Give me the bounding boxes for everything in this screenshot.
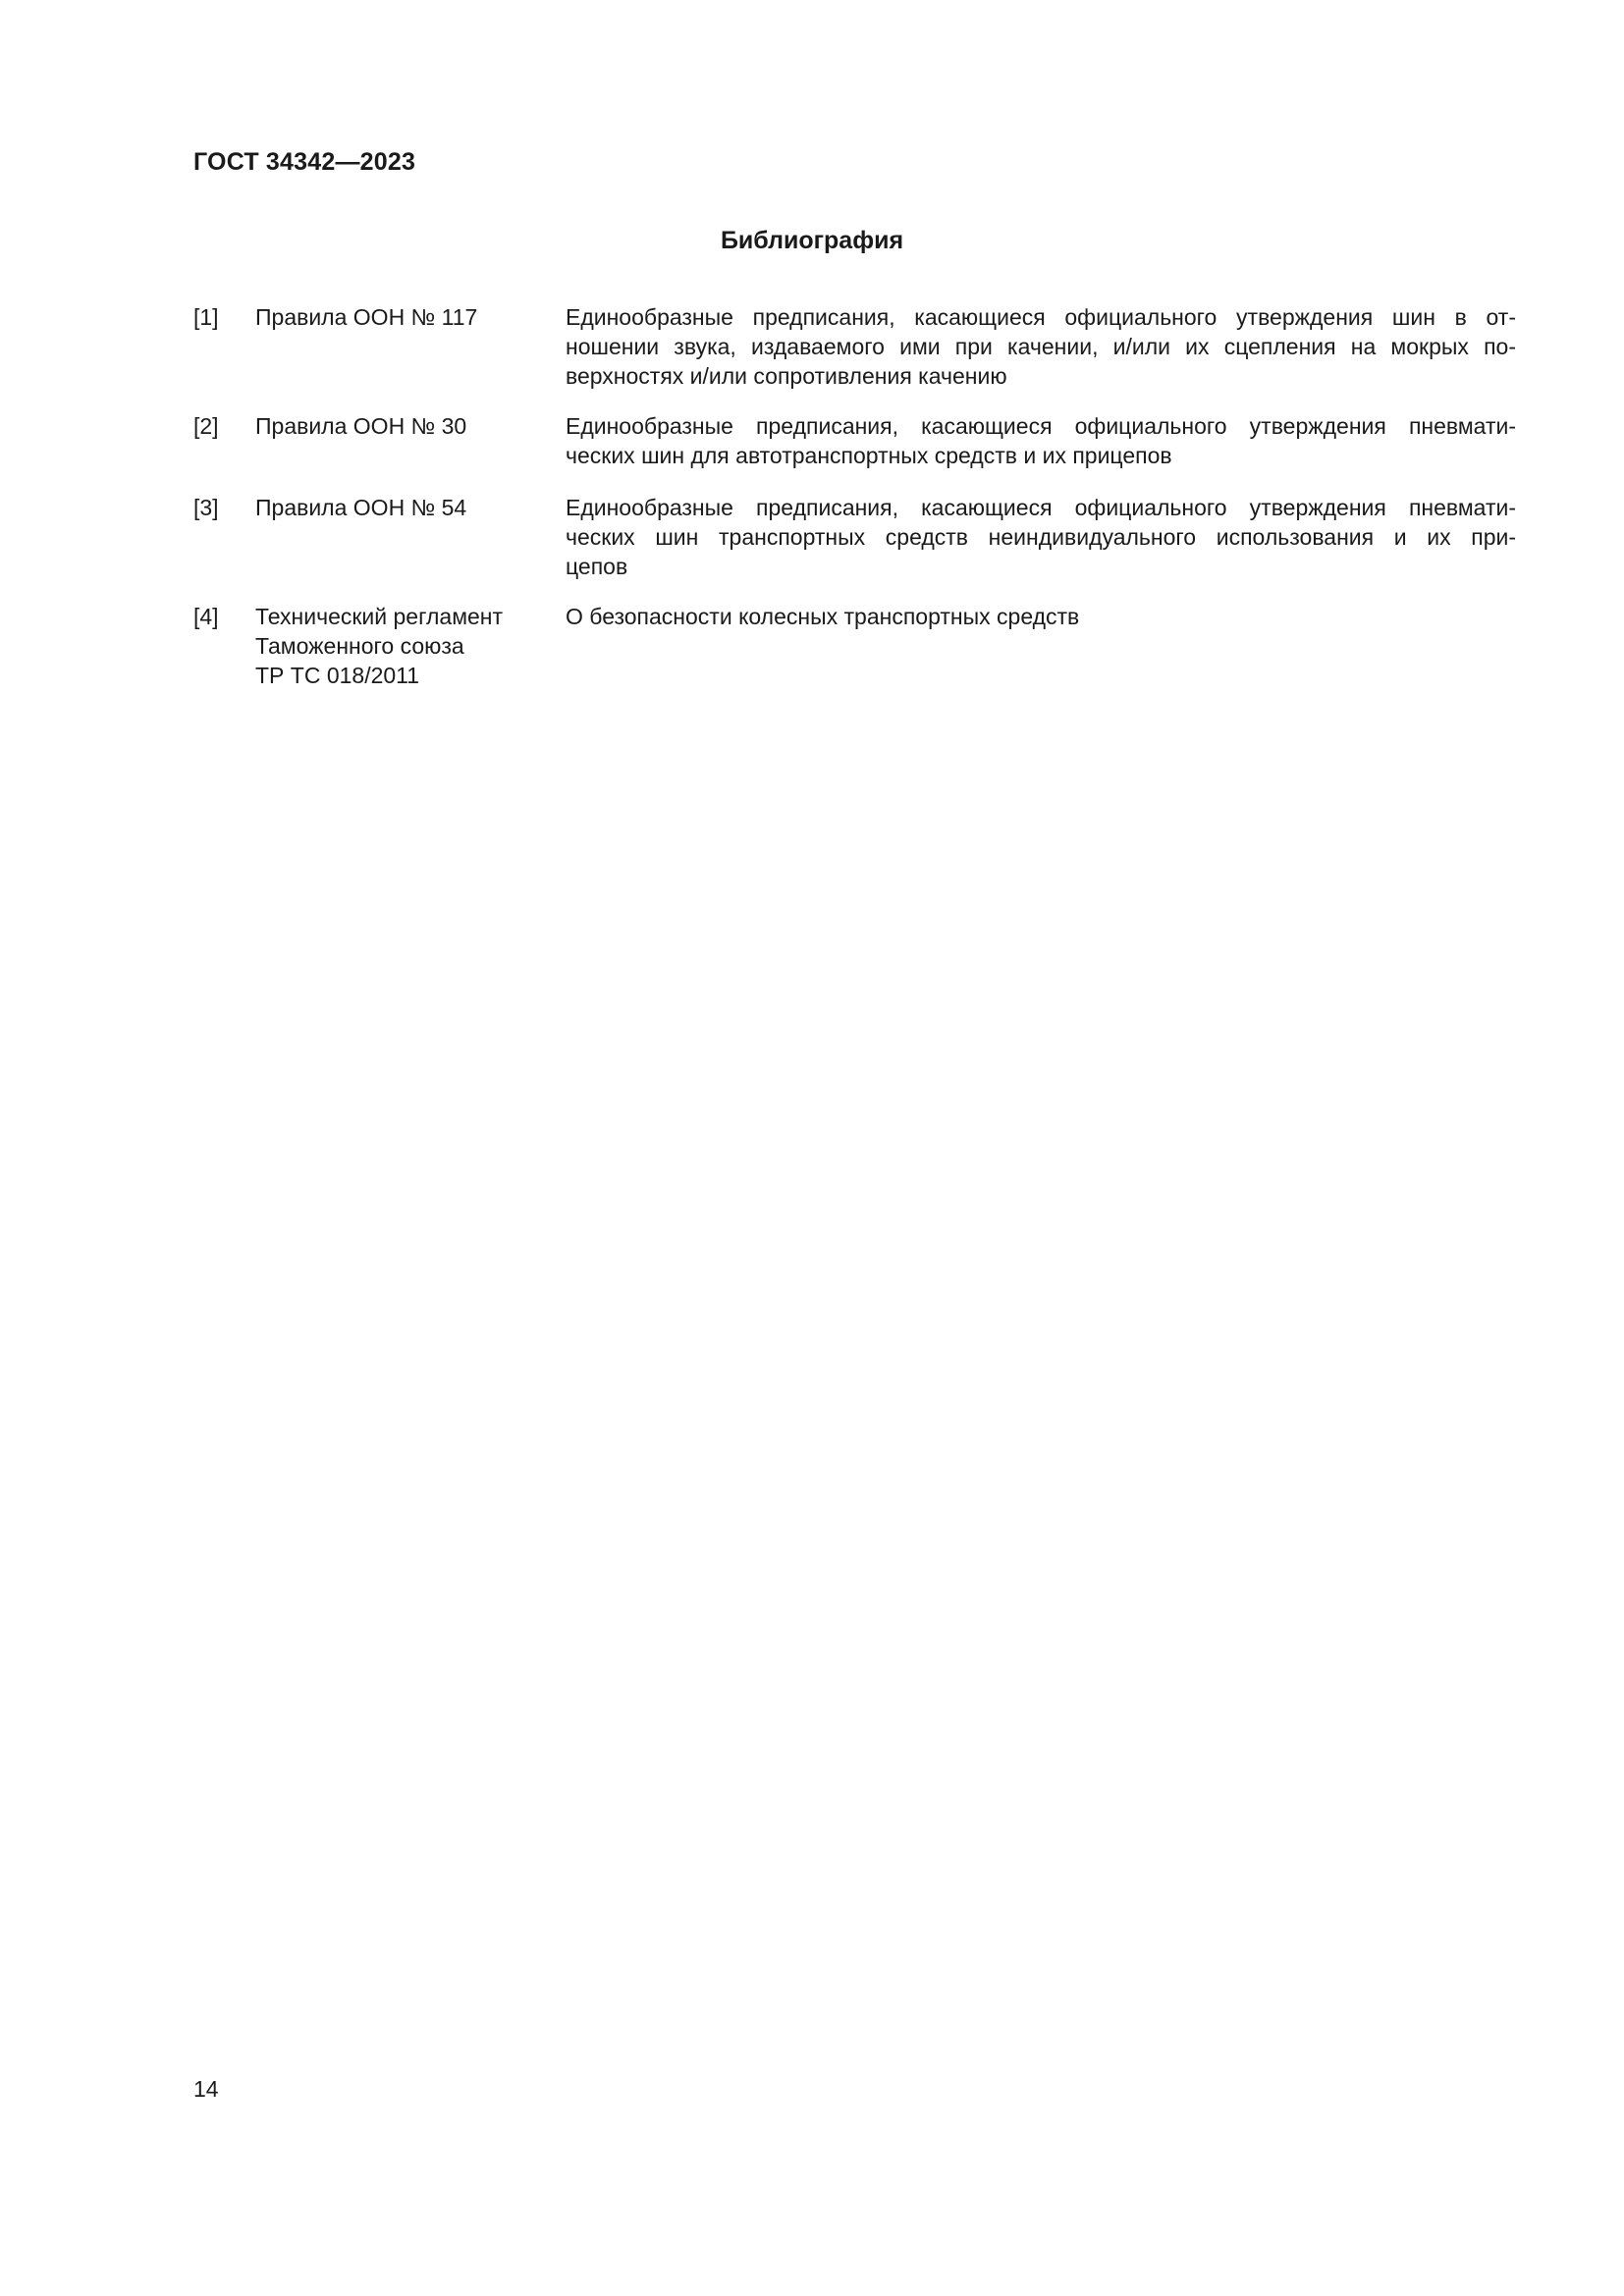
bibliography-entry-number: [3] — [193, 495, 219, 520]
title-line: Единообразные предписания, касающиеся официального утверждения пневмати- — [566, 495, 1516, 520]
title-line: Единообразные предписания, касающиеся официального утверждения пневмати- — [566, 413, 1516, 439]
title-line: Единообразные предписания, касающиеся официального утверждения шин в от- — [566, 304, 1516, 330]
title-line: ношении звука, издаваемого ими при качении, и/или их сцепления на мокрых по- — [566, 334, 1516, 359]
title-line: верхностях и/или сопротивления качению — [566, 363, 1007, 389]
bibliography-entry-number: [4] — [193, 604, 219, 629]
bibliography-entry-reference — [255, 411, 566, 441]
bibliography-entry — [193, 493, 1516, 581]
reference-line: Таможенного союза — [255, 633, 464, 659]
reference-line: Правила ООН № 30 — [255, 413, 467, 439]
bibliography-list — [193, 302, 1516, 690]
title-line: ческих шин для автотранспортных средств и их прицепов — [566, 443, 1172, 468]
bibliography-entry-title — [566, 411, 1516, 470]
reference-line: Правила ООН № 54 — [255, 495, 467, 520]
bibliography-entry — [193, 411, 1516, 470]
bibliography-entry-reference — [255, 602, 566, 690]
bibliography-entry-title — [566, 302, 1516, 391]
reference-line: Правила ООН № 117 — [255, 304, 478, 330]
bibliography-entry — [193, 602, 1516, 690]
bibliography-entry-title — [566, 493, 1516, 581]
bibliography-entry-title — [566, 602, 1516, 631]
bibliography-entry-number: [1] — [193, 304, 219, 330]
title-line: ческих шин транспортных средств неиндивидуального использования и их при- — [566, 524, 1516, 550]
bibliography-entry-reference — [255, 302, 566, 332]
bibliography-entry — [193, 302, 1516, 391]
reference-line: Технический регламент — [255, 604, 504, 629]
section-title: Библиография — [720, 227, 904, 254]
document-header: ГОСТ 34342—2023 — [193, 148, 416, 176]
bibliography-entry-reference — [255, 493, 566, 522]
title-line: цепов — [566, 554, 628, 579]
bibliography-entry-number: [2] — [193, 413, 219, 439]
page-number: 14 — [193, 2076, 219, 2102]
reference-line: ТР ТС 018/2011 — [255, 663, 420, 688]
title-line: О безопасности колесных транспортных средств — [566, 604, 1080, 629]
